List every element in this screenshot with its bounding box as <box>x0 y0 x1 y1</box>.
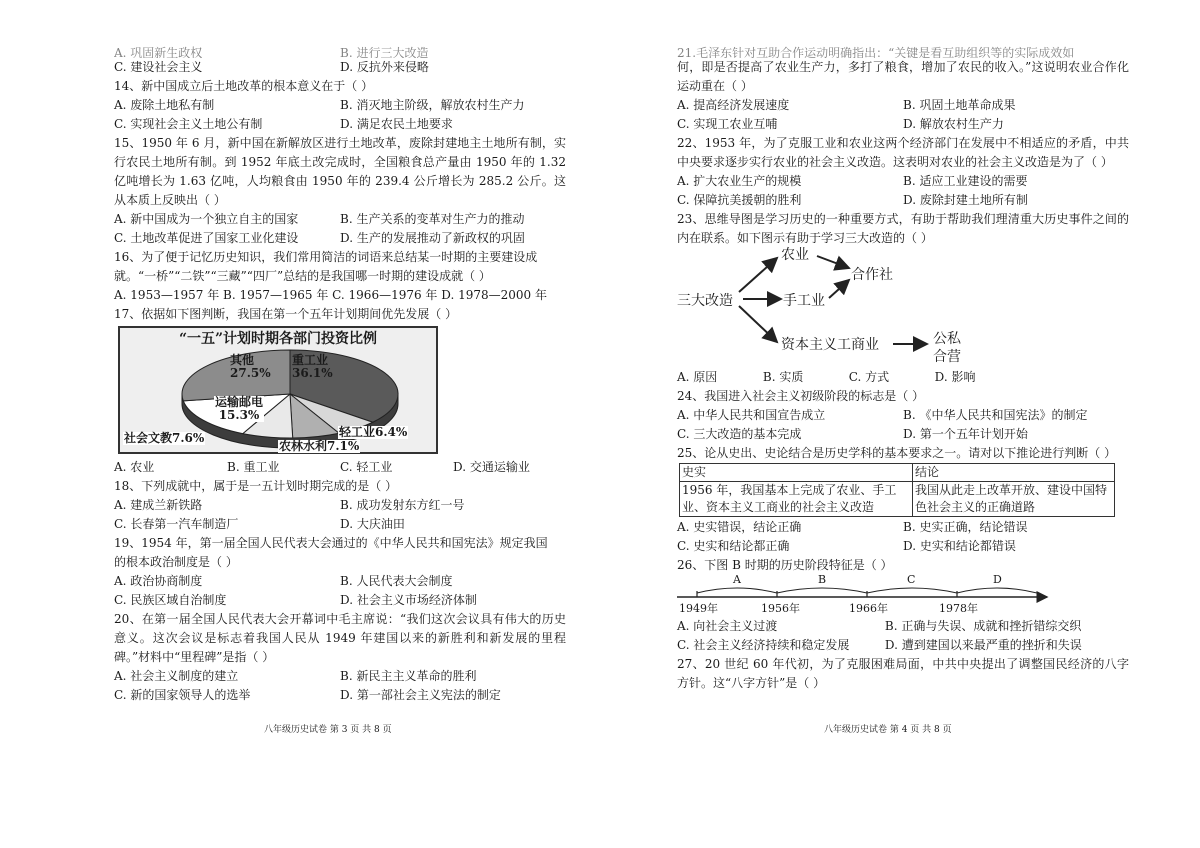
q25-option-a: A. 史实错误，结论正确 <box>677 520 802 534</box>
q15-options-1 <box>114 210 566 229</box>
q24-stem: 24、我国进入社会主义初级阶段的标志是（ ） <box>677 389 925 403</box>
timeline-axis <box>677 575 1129 617</box>
q13-option-a: A. 巩固新生政权 <box>114 46 203 58</box>
q26-stem: 26、下图 B 时期的历史阶段特征是（ ） <box>677 558 893 572</box>
q21-options-1 <box>677 96 1129 115</box>
q25-options-2 <box>677 537 1129 556</box>
mind-node-public2: 合营 <box>933 349 961 365</box>
timeline-year-1949: 1949年 <box>679 602 718 615</box>
q17-option-c: C. 轻工业 <box>340 460 393 474</box>
q19-options-2 <box>114 591 566 610</box>
timeline-year-1978: 1978年 <box>939 602 978 615</box>
mind-node-handicraft: 手工业 <box>783 293 825 309</box>
q18-options-1 <box>114 496 566 515</box>
q23-option-b: B. 实质 <box>762 370 804 384</box>
mind-map-arrows <box>677 250 1129 368</box>
q18-stem: 18、下列成就中，属于是一五计划时期完成的是（ ） <box>114 479 398 493</box>
q20-option-a: A. 社会主义制度的建立 <box>114 669 239 683</box>
q25-table <box>679 463 1115 517</box>
q17-option-d: D. 交通运输业 <box>453 460 530 474</box>
q13-cut-options <box>114 46 566 58</box>
q26-option-d: D. 遭到建国以来最严重的挫折和失误 <box>884 638 1082 652</box>
q25-stem: 25、论从史出、史论结合是历史学科的基本要求之一。请对以下推论进行判断（ ） <box>677 446 1117 460</box>
q17-option-b: B. 重工业 <box>227 460 280 474</box>
slice-label-transport: 运输邮电 15.3% <box>215 395 264 422</box>
q20-options-2 <box>114 686 566 705</box>
q21-option-c: C. 实现工农业互哺 <box>677 117 778 131</box>
timeline-label-a: A <box>733 573 741 586</box>
timeline-year-1956: 1956年 <box>761 602 800 615</box>
q21-option-a: A. 提高经济发展速度 <box>677 98 790 112</box>
q24-options-2 <box>677 425 1129 444</box>
q14-option-b: B. 消灭地主阶级，解放农村生产力 <box>340 98 525 112</box>
timeline-label-b: B <box>818 573 827 586</box>
q23-option-c: C. 方式 <box>848 370 890 384</box>
q23-option-d: D. 影响 <box>934 370 976 384</box>
q26-option-c: C. 社会主义经济持续和稳定发展 <box>677 638 850 652</box>
q25-option-b: B. 史实正确，结论错误 <box>903 520 1028 534</box>
q26-options-2 <box>677 636 1129 655</box>
q24-option-a: A. 中华人民共和国宣告成立 <box>677 408 826 422</box>
mind-map <box>677 247 1129 368</box>
mind-node-capitalist: 资本主义工商业 <box>781 337 879 353</box>
page-footer-left: 八年级历史试卷 第 3 页 共 8 页 <box>264 725 392 735</box>
q19-options-1 <box>114 572 566 591</box>
q21-cut-line: 21.毛泽东针对互助合作运动明确指出：“关键是看互助组织等的实际成效如 <box>677 46 1075 58</box>
q13-option-d: D. 反抗外来侵略 <box>340 60 429 74</box>
timeline-label-c: C <box>907 573 916 586</box>
q20-stem: 20、在第一届全国人民代表大会开幕词中毛主席说：“我们这次会议具有伟大的历史意义。这次会议是标志着我国人民从 1949 年建国以来的新胜利和新发展的里程碑。”材料中“里程碑”是指（ ） <box>114 612 566 664</box>
q24-options-1 <box>677 406 1129 425</box>
q22-option-d: D. 废除封建土地所有制 <box>903 193 1028 207</box>
q25-cell-conclusion: 我国从此走上改革开放、建设中国特色社会主义的正确道路 <box>913 482 1115 517</box>
q26-option-b: B. 正确与失误、成就和挫折错综交织 <box>884 619 1082 633</box>
q13-option-c: C. 建设社会主义 <box>114 60 203 74</box>
q13-option-b: B. 进行三大改造 <box>340 46 429 58</box>
q14-options-2 <box>114 115 566 134</box>
q26-options-1 <box>677 617 1129 636</box>
mind-node-agriculture: 农业 <box>781 247 809 263</box>
q17-options <box>114 458 566 477</box>
page-footer-right: 八年级历史试卷 第 4 页 共 8 页 <box>824 725 952 735</box>
q20-option-c: C. 新的国家领导人的选举 <box>114 688 251 702</box>
slice-label-heavy: 重工业 36.1% <box>292 353 333 380</box>
q18-option-c: C. 长春第一汽车制造厂 <box>114 517 239 531</box>
mind-center: 三大改造 <box>677 293 733 309</box>
slice-label-education: 社会文教7.6% <box>124 431 205 445</box>
q21-option-d: D. 解放农村生产力 <box>903 117 1004 131</box>
q23-stem: 23、思维导图是学习历史的一种重要方式，有助于帮助我们理清重大历史事件之间的内在联系。如下图示有助于学习三大改造的（ ） <box>677 212 1129 245</box>
q15-options-2 <box>114 229 566 248</box>
left-page <box>114 46 566 705</box>
q23-option-a: A. 原因 <box>677 370 718 384</box>
q19-option-b: B. 人民代表大会制度 <box>340 574 453 588</box>
timeline <box>677 575 1129 617</box>
q16-options: A. 1953—1957 年 B. 1957—1965 年 C. 1966—1976 年 D. 1978—2000 年 <box>114 288 547 302</box>
q22-options-1 <box>677 172 1129 191</box>
q20-option-b: B. 新民主主义革命的胜利 <box>340 669 477 683</box>
q14-stem: 14、新中国成立后土地改革的根本意义在于（ ） <box>114 79 374 93</box>
slice-label-light: 轻工业6.4% <box>339 425 408 439</box>
q25-header-fact: 史实 <box>680 464 913 482</box>
mind-node-coop: 合作社 <box>851 267 893 283</box>
q15-stem: 15、1950 年 6 月，新中国在新解放区进行土地改革，废除封建地主土地所有制，实行农民土地所有制。到 1952 年底土改完成时，全国粮食总产量由 1950 年的 1.32 亿吨增长为 1.63 亿吨，人均粮食由 1950 年的 239.4 公斤增长为 285.2 公斤。这从本质上反映出（ ） <box>114 136 566 207</box>
q25-options-1 <box>677 518 1129 537</box>
q22-stem: 22、1953 年，为了克服工业和农业这两个经济部门在发展中不相适应的矛盾，中共中央要求逐步实行农业的社会主义改造。这表明对农业的社会主义改造是为了（ ） <box>677 136 1129 169</box>
q15-option-a: A. 新中国成为一个独立自主的国家 <box>114 212 299 226</box>
q18-option-b: B. 成功发射东方红一号 <box>340 498 465 512</box>
q22-options-2 <box>677 191 1129 210</box>
timeline-label-d: D <box>993 573 1002 586</box>
q25-cell-fact: 1956 年，我国基本上完成了农业、手工业、资本主义工商业的社会主义改造 <box>680 482 913 517</box>
q22-option-c: C. 保障抗美援朝的胜利 <box>677 193 802 207</box>
q15-option-b: B. 生产关系的变革对生产力的推动 <box>340 212 525 226</box>
right-page <box>677 46 1129 693</box>
q24-option-c: C. 三大改造的基本完成 <box>677 427 802 441</box>
q16-stem-2: 就。“一桥”“二铁”“三藏”“四厂”总结的是我国哪一时期的建设成就（ ） <box>114 269 491 283</box>
q13-options <box>114 58 566 77</box>
q20-options-1 <box>114 667 566 686</box>
q17-stem: 17、依据如下图判断，我国在第一个五年计划期间优先发展（ ） <box>114 307 458 321</box>
pie-chart <box>118 326 438 454</box>
q14-options-1 <box>114 96 566 115</box>
q19-option-a: A. 政治协商制度 <box>114 574 203 588</box>
q19-stem-1: 19、1954 年，第一届全国人民代表大会通过的《中华人民共和国宪法》规定我国 <box>114 536 548 550</box>
q14-option-d: D. 满足农民土地要求 <box>340 117 453 131</box>
q24-option-b: B. 《中华人民共和国宪法》的制定 <box>903 408 1088 422</box>
q26-option-a: A. 向社会主义过渡 <box>677 619 778 633</box>
q18-options-2 <box>114 515 566 534</box>
q21-option-b: B. 巩固土地革命成果 <box>903 98 1016 112</box>
q21-options-2 <box>677 115 1129 134</box>
q14-option-a: A. 废除土地私有制 <box>114 98 215 112</box>
q20-option-d: D. 第一部社会主义宪法的制定 <box>340 688 501 702</box>
q25-option-c: C. 史实和结论都正确 <box>677 539 790 553</box>
q19-option-d: D. 社会主义市场经济体制 <box>340 593 477 607</box>
chart-title: “一五”计划时期各部门投资比例 <box>178 331 378 347</box>
mind-node-public1: 公私 <box>933 331 961 347</box>
q17-option-a: A. 农业 <box>114 460 155 474</box>
q22-option-b: B. 适应工业建设的需要 <box>903 174 1028 188</box>
q14-option-c: C. 实现社会主义土地公有制 <box>114 117 263 131</box>
q25-header-conclusion: 结论 <box>913 464 1115 482</box>
q15-option-d: D. 生产的发展推动了新政权的巩固 <box>340 231 525 245</box>
slice-label-other: 其他 27.5% <box>230 353 271 380</box>
q21-stem: 何，即是否提高了农业生产力，多打了粮食，增加了农民的收入。”这说明农业合作化运动重在（ ） <box>677 60 1129 93</box>
q16-stem-1: 16、为了便于记忆历史知识，我们常用简洁的词语来总结某一时期的主要建设成 <box>114 250 538 264</box>
q15-option-c: C. 土地改革促进了国家工业化建设 <box>114 231 299 245</box>
q22-option-a: A. 扩大农业生产的规模 <box>677 174 802 188</box>
q19-stem-2: 的根本政治制度是（ ） <box>114 555 238 569</box>
slice-label-agri: 农林水利7.1% <box>279 439 360 453</box>
q19-option-c: C. 民族区域自治制度 <box>114 593 227 607</box>
q18-option-a: A. 建成兰新铁路 <box>114 498 203 512</box>
timeline-year-1966: 1966年 <box>849 602 888 615</box>
q24-option-d: D. 第一个五年计划开始 <box>903 427 1028 441</box>
q23-options <box>677 368 1129 387</box>
q18-option-d: D. 大庆油田 <box>340 517 405 531</box>
q25-option-d: D. 史实和结论都错误 <box>903 539 1016 553</box>
q27-stem: 27、20 世纪 60 年代初，为了克服困难局面，中共中央提出了调整国民经济的八字方针。这“八字方针”是（ ） <box>677 657 1129 690</box>
